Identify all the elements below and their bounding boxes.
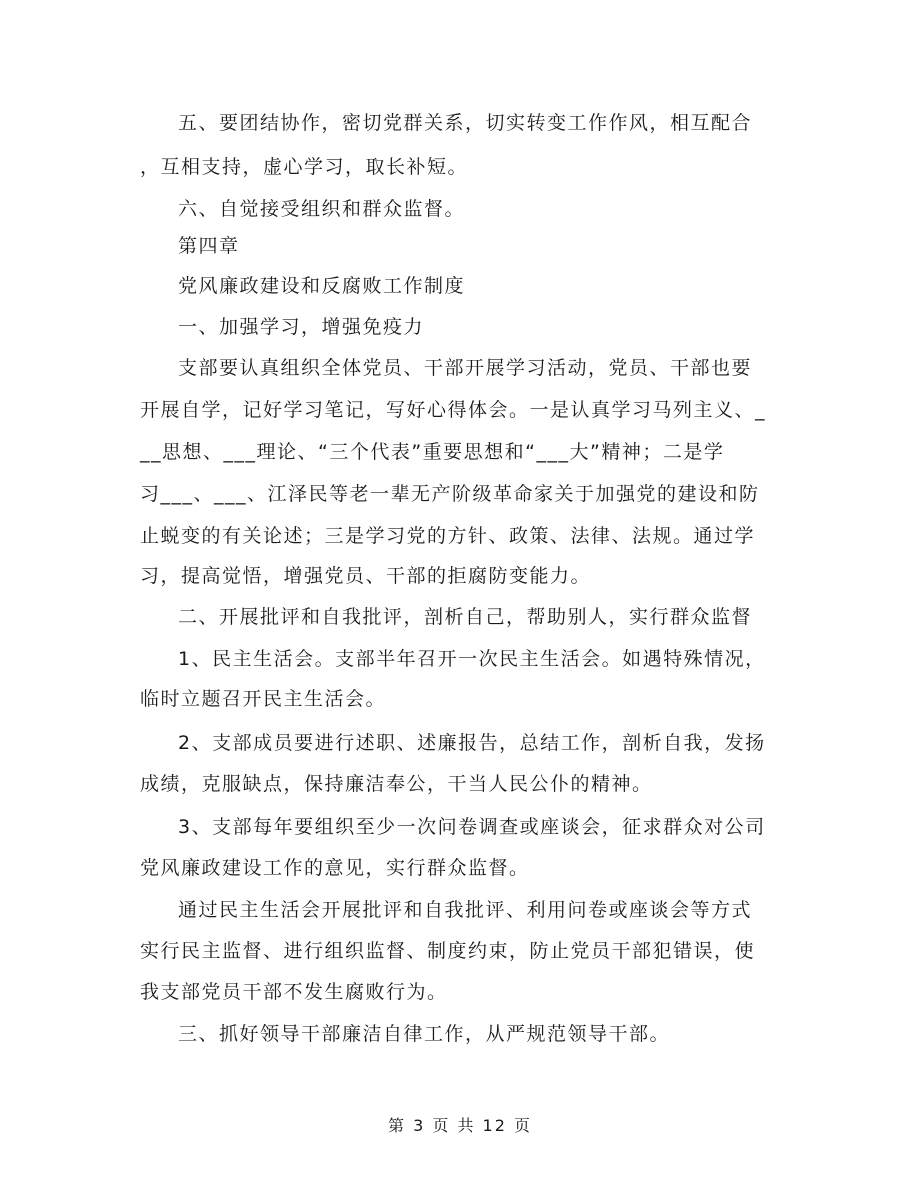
paragraph-line: 三、抓好领导干部廉洁自律工作，从严规范领导干部。	[178, 1023, 671, 1045]
paragraph-line: 止蜕变的有关论述；三是学习党的方针、政策、法律、法规。通过学	[140, 525, 756, 547]
chapter-heading: 第四章	[178, 235, 240, 257]
paragraph-line: 六、自觉接受组织和群众监督。	[178, 198, 466, 220]
paragraph-line: 通过民主生活会开展批评和自我批评、利用问卷或座谈会等方式	[178, 899, 753, 921]
paragraph-line: 二、开展批评和自我批评，剖析自己，帮助别人，实行群众监督	[178, 606, 753, 628]
paragraph-line: __思想、___理论、“三个代表”重要思想和“___大”精神；二是学	[140, 441, 725, 463]
paragraph-line: 习，提高觉悟，增强党员、干部的拒腐防变能力。	[140, 565, 592, 587]
paragraph-line: 支部要认真组织全体党员、干部开展学习活动，党员、干部也要	[178, 357, 753, 379]
paragraph-line: 临时立题召开民主生活会。	[140, 688, 387, 710]
paragraph-line: 2、支部成员要进行述职、述廉报告，总结工作，剖析自我，发扬	[178, 732, 766, 754]
paragraph-line: ，互相支持，虚心学习，取长补短。	[140, 156, 469, 178]
paragraph-line: 党风廉政建设工作的意见，实行群众监督。	[140, 857, 530, 879]
paragraph-line: 3、支部每年要组织至少一次问卷调查或座谈会，征求群众对公司	[178, 816, 766, 838]
paragraph-line: 一、加强学习，增强免疫力	[178, 316, 425, 338]
paragraph-line: 实行民主监督、进行组织监督、制度约束，防止党员干部犯错误，使	[140, 940, 756, 962]
paragraph-line: 开展自学，记好学习笔记，写好心得体会。一是认真学习马列主义、_	[140, 399, 767, 421]
paragraph-line: 1、民主生活会。支部半年召开一次民主生活会。如遇特殊情况，	[178, 648, 766, 670]
page-number-footer: 第 3 页 共 12 页	[388, 1116, 532, 1135]
section-heading: 党风廉政建设和反腐败工作制度	[178, 275, 466, 297]
paragraph-line: 成绩，克服缺点，保持廉洁奉公，干当人民公仆的精神。	[140, 773, 653, 795]
paragraph-line: 习___、___、江泽民等老一辈无产阶级革命家关于加强党的建设和防	[140, 483, 760, 505]
paragraph-line: 五、要团结协作，密切党群关系，切实转变工作作风，相互配合	[178, 112, 753, 134]
paragraph-line: 我支部党员干部不发生腐败行为。	[140, 981, 448, 1003]
